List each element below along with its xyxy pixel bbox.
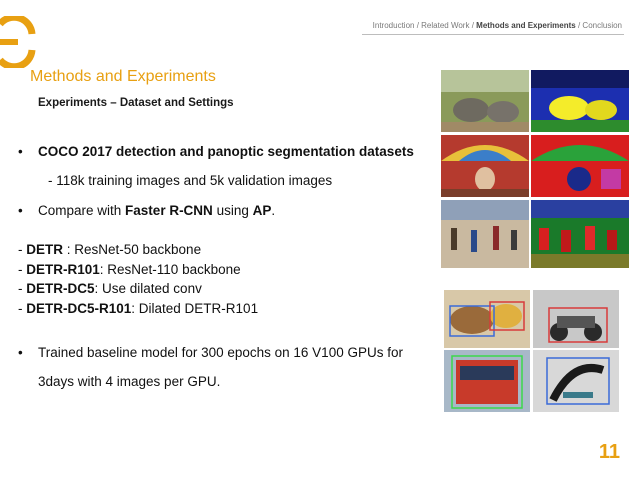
bullet-compare: Compare with Faster R-CNN using AP. [38, 203, 276, 218]
nav-methods-current[interactable]: Methods and Experiments [476, 21, 576, 30]
bullet-icon: • [18, 203, 23, 218]
bullet-training-cont: 3days with 4 images per GPU. [38, 374, 221, 389]
model-list-item: - DETR-DC5-R101: Dilated DETR-R101 [18, 301, 259, 316]
motorcycle-detection [533, 290, 619, 348]
page-number: 11 [598, 441, 620, 463]
food-detection [444, 290, 530, 348]
skater-detection [533, 350, 619, 412]
street-photo [441, 200, 529, 268]
elephant-photo [441, 70, 529, 132]
bullet-icon: • [18, 345, 23, 360]
logo-icon [0, 16, 40, 68]
nav-conclusion[interactable]: / Conclusion [577, 21, 622, 30]
model-list-item: - DETR-R101: ResNet-110 backbone [18, 262, 241, 277]
bullet-icon: • [18, 144, 23, 159]
model-list-item: - DETR-DC5: Use dilated conv [18, 281, 202, 296]
breadcrumb [373, 21, 622, 30]
model-list-item: - DETR : ResNet-50 backbone [18, 242, 202, 257]
bus-detection [444, 350, 530, 412]
nav-introduction[interactable]: Introduction [372, 21, 415, 30]
nav-divider [362, 34, 624, 35]
umbrella-segmentation [531, 135, 629, 197]
elephant-segmentation [531, 70, 629, 132]
umbrella-photo [441, 135, 529, 197]
bullet-coco-detail: - 118k training images and 5k validation images [48, 173, 333, 188]
nav-related-work[interactable]: / Related Work / [416, 21, 474, 30]
section-subtitle: Experiments – Dataset and Settings [38, 97, 234, 109]
bullet-coco: COCO 2017 detection and panoptic segmentation datasets [38, 144, 414, 159]
page-title: Methods and Experiments [30, 68, 216, 85]
bullet-training: Trained baseline model for 300 epochs on 16 V100 GPUs for [38, 345, 403, 360]
street-segmentation [531, 200, 629, 268]
